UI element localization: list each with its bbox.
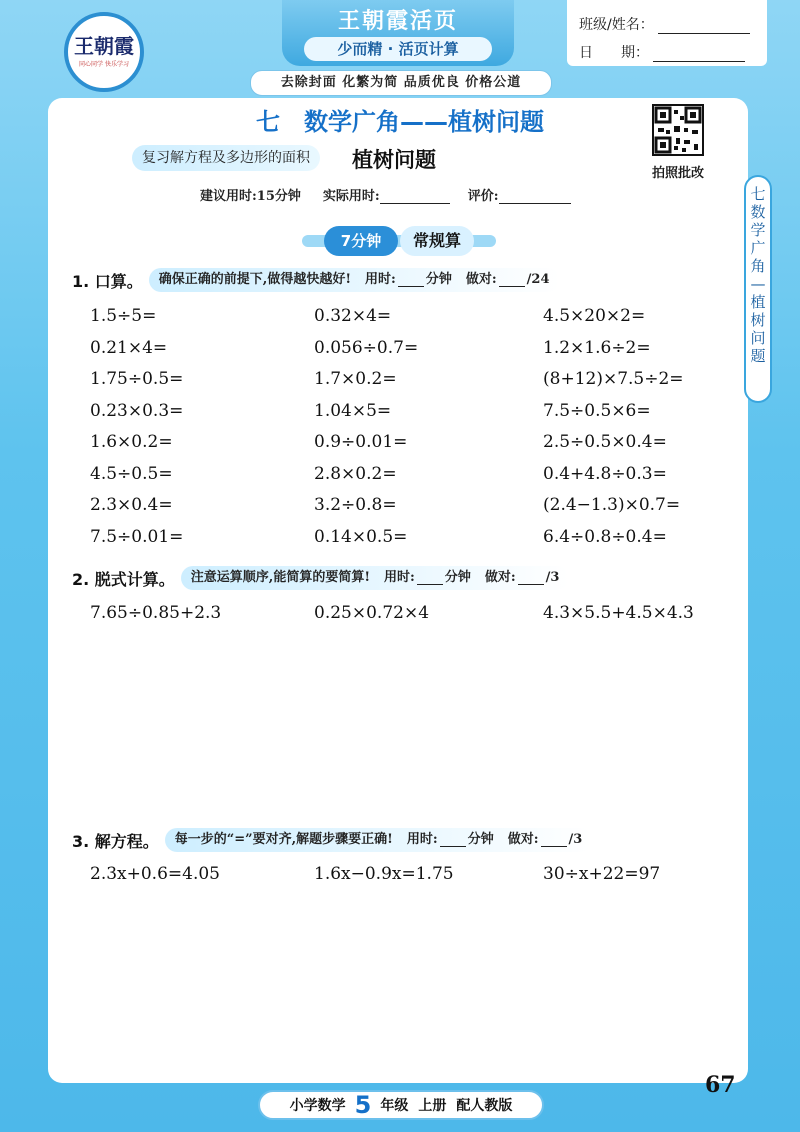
q1-time-field[interactable]: [398, 274, 424, 287]
q2-time-field[interactable]: [417, 572, 443, 585]
q1-problem: 1.04×5=: [314, 400, 392, 421]
q2-time-unit: 分钟: [444, 570, 471, 585]
q2-correct-field[interactable]: [518, 572, 544, 585]
unit-title: 七 数学广角——植树问题: [256, 108, 544, 136]
q1-problem: 7.5÷0.5×6=: [543, 400, 651, 421]
qr-label: 拍照批改: [651, 166, 704, 181]
q1-problem: 1.6×0.2=: [90, 432, 173, 452]
brand-title: 王朝霞活页: [337, 9, 458, 34]
q3-problem: 30÷x+22=97: [543, 864, 661, 884]
side-tab-char: 角: [750, 257, 766, 275]
q1-total: /24: [526, 272, 550, 287]
q1-hint: 确保正确的前提下,做得越快越好!: [158, 272, 352, 287]
footer-grade: 年级: [380, 1098, 409, 1114]
section-header: [302, 226, 496, 256]
side-tab-char: 七: [750, 185, 766, 203]
q3-hint-box: [165, 828, 593, 852]
q2-hint-box: [181, 566, 570, 590]
q1-problem: 0.21×4=: [90, 337, 168, 358]
q1-problem: 0.9÷0.01=: [314, 432, 408, 452]
lesson-title: 植树问题: [352, 148, 436, 172]
q1-problem: (8+12)×7.5÷2=: [543, 369, 684, 389]
q2-total: /3: [545, 570, 560, 585]
class-name-field[interactable]: [658, 19, 750, 34]
class-name-row: [579, 14, 750, 34]
q3-time-label: 用时:: [406, 832, 438, 847]
q3-time-field[interactable]: [440, 834, 466, 847]
q1-problem: 0.32×4=: [314, 306, 392, 326]
q1-problem: 7.5÷0.01=: [90, 526, 184, 547]
actual-time-field[interactable]: [380, 191, 450, 204]
q3-title: 3. 解方程。: [72, 831, 159, 851]
q2-correct-label: 做对:: [484, 570, 516, 585]
student-info-box: [567, 0, 767, 66]
q1-problem: 0.4+4.8÷0.3=: [543, 463, 667, 484]
side-tab-unit: [744, 175, 772, 403]
brand-subtitle: 少而精 · 活页计算: [304, 37, 492, 61]
q2-time-label: 用时:: [384, 570, 415, 585]
qr-code-icon[interactable]: [652, 104, 704, 156]
q1-problem: 1.2×1.6÷2=: [543, 337, 651, 358]
q2-problem: 0.25×0.72×4: [314, 603, 430, 623]
q1-problem: (2.4−1.3)×0.7=: [543, 495, 681, 515]
section-label: 常规算: [400, 226, 474, 256]
q1-problem: 4.5×20×2=: [543, 306, 646, 326]
q1-problem: 1.5÷5=: [90, 306, 157, 326]
q1-problem: 2.5÷0.5×0.4=: [543, 432, 667, 452]
evaluation-field[interactable]: [499, 191, 571, 204]
q1-problem: 4.5÷0.5=: [90, 463, 173, 484]
q3-header: [72, 828, 592, 852]
logo-text: 王朝霞: [74, 34, 134, 58]
page-number: 67: [705, 1072, 736, 1098]
footer-grade-number: 5: [354, 1091, 372, 1119]
q1-problem: 1.7×0.2=: [314, 369, 397, 389]
brand-logo: [64, 12, 144, 92]
q1-problem: 0.23×0.3=: [90, 400, 184, 421]
actual-time-label: 实际用时:: [322, 189, 380, 204]
q1-problem: 1.75÷0.5=: [90, 369, 184, 389]
q1-problem: 3.2÷0.8=: [314, 495, 397, 515]
q3-problem: 1.6x−0.9x=1.75: [314, 864, 454, 884]
q1-problem: 0.056÷0.7=: [314, 337, 419, 358]
date-label: 日 期：: [579, 45, 649, 61]
q1-problem: 0.14×0.5=: [314, 526, 408, 547]
slogan-banner: 去除封面 化繁为简 品质优良 价格公道: [250, 70, 552, 96]
brand-banner: [282, 0, 514, 66]
q1-problem: 2.8×0.2=: [314, 463, 397, 484]
q2-problem: 7.65÷0.85+2.3: [90, 603, 222, 623]
q1-hint-box: [149, 268, 560, 292]
q1-title: 1. 口算。: [72, 271, 143, 291]
q1-problem: 2.3×0.4=: [90, 495, 173, 515]
q3-correct-field[interactable]: [541, 834, 567, 847]
side-tab-char: 数: [750, 203, 766, 221]
side-tab-char: 题: [750, 347, 766, 365]
q1-time-label: 用时:: [365, 272, 396, 287]
suggested-time: 建议用时:15分钟: [200, 189, 301, 204]
side-tab-char: 树: [750, 311, 766, 329]
footer-edition: 配人教版: [456, 1098, 513, 1114]
footer-volume: 上册: [418, 1098, 447, 1114]
q2-problem: 4.3×5.5+4.5×4.3: [543, 603, 694, 623]
q3-total: /3: [568, 832, 583, 847]
q1-correct-field[interactable]: [499, 274, 525, 287]
q3-correct-label: 做对:: [507, 832, 539, 847]
side-tab-char: 学: [750, 221, 766, 239]
side-tab-char: 植: [750, 293, 766, 311]
q3-hint: 每一步的“=”要对齐,解题步骤要正确!: [174, 832, 393, 847]
date-row: [579, 42, 745, 62]
q2-header: [72, 566, 569, 590]
q3-time-unit: 分钟: [467, 832, 494, 847]
time-line: [200, 185, 571, 204]
q1-header: [72, 268, 560, 292]
side-tab-char: 问: [750, 329, 766, 347]
evaluation-label: 评价:: [467, 189, 499, 204]
footer-subject: 小学数学: [289, 1098, 346, 1114]
q1-problem: 6.4÷0.8÷0.4=: [543, 526, 667, 547]
q2-hint: 注意运算顺序,能简算的要简算!: [190, 570, 371, 585]
class-name-label: 班级/姓名：: [579, 17, 654, 33]
review-tag: 复习解方程及多边形的面积: [132, 145, 320, 171]
q2-title: 2. 脱式计算。: [72, 569, 175, 589]
side-tab-char: —: [750, 275, 766, 293]
q1-time-unit: 分钟: [425, 272, 452, 287]
q3-problem: 2.3x+0.6=4.05: [90, 864, 220, 884]
date-field[interactable]: [653, 47, 745, 62]
q1-correct-label: 做对:: [465, 272, 497, 287]
side-tab-char: 广: [750, 239, 766, 257]
footer-banner: [258, 1090, 544, 1120]
logo-subtext: 同心同学 快乐学习: [79, 61, 129, 68]
header: [0, 0, 800, 98]
section-time: 7分钟: [324, 226, 398, 256]
